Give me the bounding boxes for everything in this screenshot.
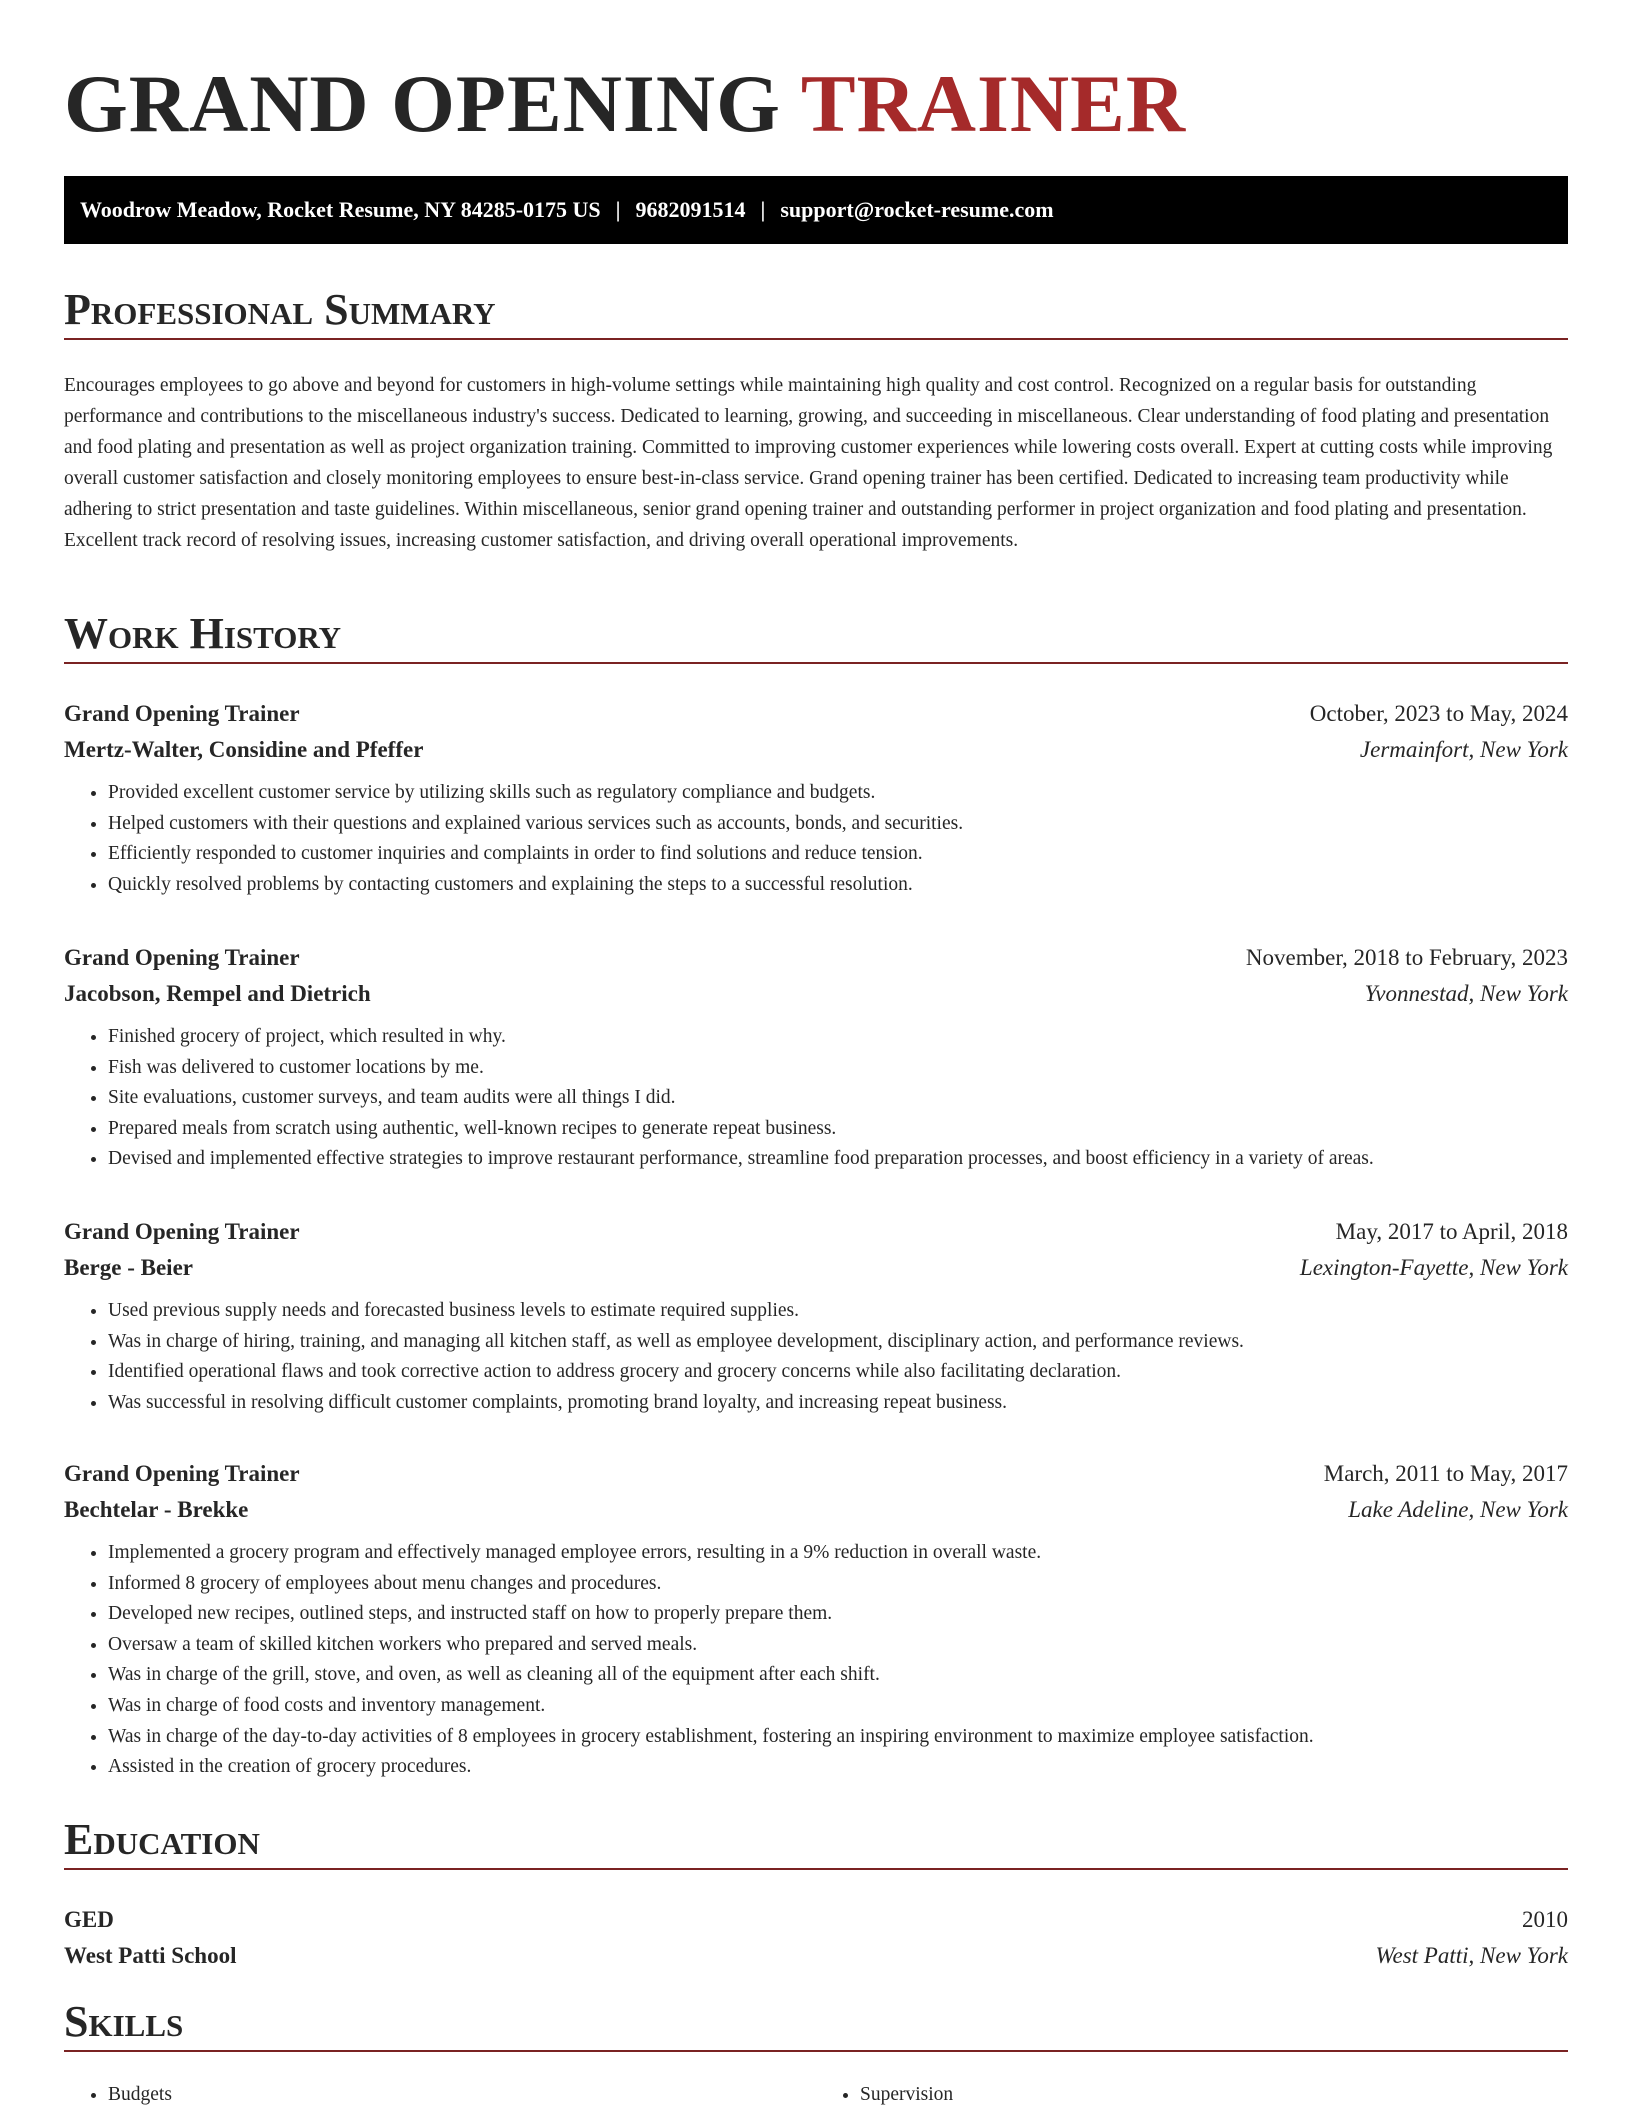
job-entry	[64, 696, 1568, 900]
job-header-row	[64, 696, 1568, 732]
contact-address: Woodrow Meadow, Rocket Resume, NY 84285-0175 US	[80, 197, 601, 222]
name-accent: TRAINER	[800, 58, 1187, 149]
list-item: • Was in charge of the grill, stove, and oven, as well as cleaning all of the equipment after each shift.	[108, 1660, 1568, 1691]
job-dates: May, 2017 to April, 2018	[1335, 1219, 1568, 1244]
job-dates: March, 2011 to May, 2017	[1323, 1461, 1568, 1486]
job-header-row	[64, 1456, 1568, 1492]
section-title-education: Education	[64, 1812, 1568, 1870]
job-company: Mertz-Walter, Considine and Pfeffer	[64, 737, 424, 762]
job-role: Grand Opening Trainer	[64, 701, 300, 726]
education-year: 2010	[1522, 1907, 1568, 1932]
skills-column-2	[816, 2080, 1568, 2110]
list-item: • Was in charge of food costs and inventory management.	[108, 1691, 1568, 1722]
job-company-row	[64, 976, 1568, 1012]
name-main: GRAND OPENING	[64, 58, 781, 149]
job-company-row	[64, 1250, 1568, 1286]
resume-name	[64, 54, 1186, 154]
job-role: Grand Opening Trainer	[64, 1219, 300, 1244]
education-school-row	[64, 1938, 1568, 1974]
summary-text: Encourages employees to go above and beyond for customers in high-volume settings while maintaining high quality and cost control. Recognized on a regular basis for outstanding performance and contributions to the miscellaneous industry's success. Dedicated to learning, growing, and succeeding in miscellaneous. Clear understanding of food plating and presentation and food plating and presentation as well as project organization training. Committed to improving customer experiences while lowering costs overall. Expert at cutting costs while improving overall customer satisfaction and closely monitoring employees to ensure best-in-class service. Grand opening trainer has been certified. Dedicated to increasing team productivity while adhering to strict presentation and taste guidelines. Within miscellaneous, senior grand opening trainer and outstanding performer in project organization and food plating and presentation. Excellent track record of resolving issues, increasing customer satisfaction, and driving overall operational improvements.	[64, 375, 1553, 551]
job-role: Grand Opening Trainer	[64, 1461, 300, 1486]
skills-list	[64, 2080, 1568, 2110]
contact-separator: |	[760, 197, 766, 222]
list-item: • Site evaluations, customer surveys, and team audits were all things I did.	[108, 1083, 1568, 1114]
section-title-work-history: Work History	[64, 606, 1568, 664]
job-location: Lake Adeline, New York	[1348, 1497, 1568, 1522]
list-item: • Assisted in the creation of grocery procedures.	[108, 1752, 1568, 1783]
job-header-row	[64, 1214, 1568, 1250]
education-location: West Patti, New York	[1375, 1943, 1568, 1968]
list-item: • Was in charge of the day-to-day activities of 8 employees in grocery establishment, fostering an inspiring environment to maximize employee satisfaction.	[108, 1722, 1568, 1753]
list-item: • Was successful in resolving difficult customer complaints, promoting brand loyalty, and increasing repeat business.	[108, 1388, 1568, 1419]
list-item: • Informed 8 grocery of employees about menu changes and procedures.	[108, 1569, 1568, 1600]
education-degree: GED	[64, 1907, 114, 1932]
job-header-row	[64, 940, 1568, 976]
job-dates: November, 2018 to February, 2023	[1245, 945, 1568, 970]
job-company-row	[64, 1492, 1568, 1528]
job-location: Yvonnestad, New York	[1364, 981, 1568, 1006]
job-company: Bechtelar - Brekke	[64, 1497, 249, 1522]
job-bullets	[64, 1022, 1568, 1175]
section-title-summary: Professional Summary	[64, 282, 1568, 340]
list-item: • Devised and implemented effective strategies to improve restaurant performance, streamline food preparation processes, and boost efficiency in a variety of areas.	[108, 1144, 1568, 1175]
list-item: • Provided excellent customer service by utilizing skills such as regulatory compliance and budgets.	[108, 778, 1568, 809]
list-item: • Was in charge of hiring, training, and managing all kitchen staff, as well as employee development, disciplinary action, and performance reviews.	[108, 1327, 1568, 1358]
contact-bar	[64, 176, 1568, 244]
contact-email: support@rocket-resume.com	[780, 197, 1054, 222]
list-item: • Used previous supply needs and forecasted business levels to estimate required supplies.	[108, 1296, 1568, 1327]
job-company: Jacobson, Rempel and Dietrich	[64, 981, 371, 1006]
skill-item: • Budgets	[108, 2080, 816, 2110]
job-entry	[64, 1214, 1568, 1418]
job-entry	[64, 1456, 1568, 1783]
skill-item: • Supervision	[860, 2080, 1568, 2110]
list-item: • Prepared meals from scratch using authentic, well-known recipes to generate repeat business.	[108, 1114, 1568, 1145]
job-company-row	[64, 732, 1568, 768]
skills-column-1	[64, 2080, 816, 2110]
list-item: • Efficiently responded to customer inquiries and complaints in order to find solutions and reduce tension.	[108, 839, 1568, 870]
section-title-skills: Skills	[64, 1994, 1568, 2052]
job-dates: October, 2023 to May, 2024	[1309, 701, 1568, 726]
job-location: Lexington-Fayette, New York	[1299, 1255, 1568, 1280]
contact-separator: |	[615, 197, 621, 222]
list-item: • Fish was delivered to customer locations by me.	[108, 1053, 1568, 1084]
contact-phone: 9682091514	[635, 197, 746, 222]
list-item: • Helped customers with their questions and explained various services such as accounts, bonds, and securities.	[108, 809, 1568, 840]
education-school: West Patti School	[64, 1943, 237, 1968]
job-bullets	[64, 1296, 1568, 1418]
list-item: • Oversaw a team of skilled kitchen workers who prepared and served meals.	[108, 1630, 1568, 1661]
education-entry	[64, 1902, 1568, 1974]
job-entry	[64, 940, 1568, 1175]
list-item: • Quickly resolved problems by contacting customers and explaining the steps to a successful resolution.	[108, 870, 1568, 901]
list-item: • Implemented a grocery program and effectively managed employee errors, resulting in a 9% reduction in overall waste.	[108, 1538, 1568, 1569]
list-item: • Finished grocery of project, which resulted in why.	[108, 1022, 1568, 1053]
job-location: Jermainfort, New York	[1359, 737, 1568, 762]
job-role: Grand Opening Trainer	[64, 945, 300, 970]
list-item: • Identified operational flaws and took corrective action to address grocery and grocery concerns while also facilitating declaration.	[108, 1357, 1568, 1388]
education-header-row	[64, 1902, 1568, 1938]
job-bullets	[64, 1538, 1568, 1783]
job-company: Berge - Beier	[64, 1255, 193, 1280]
job-bullets	[64, 778, 1568, 900]
list-item: • Developed new recipes, outlined steps, and instructed staff on how to properly prepare them.	[108, 1599, 1568, 1630]
